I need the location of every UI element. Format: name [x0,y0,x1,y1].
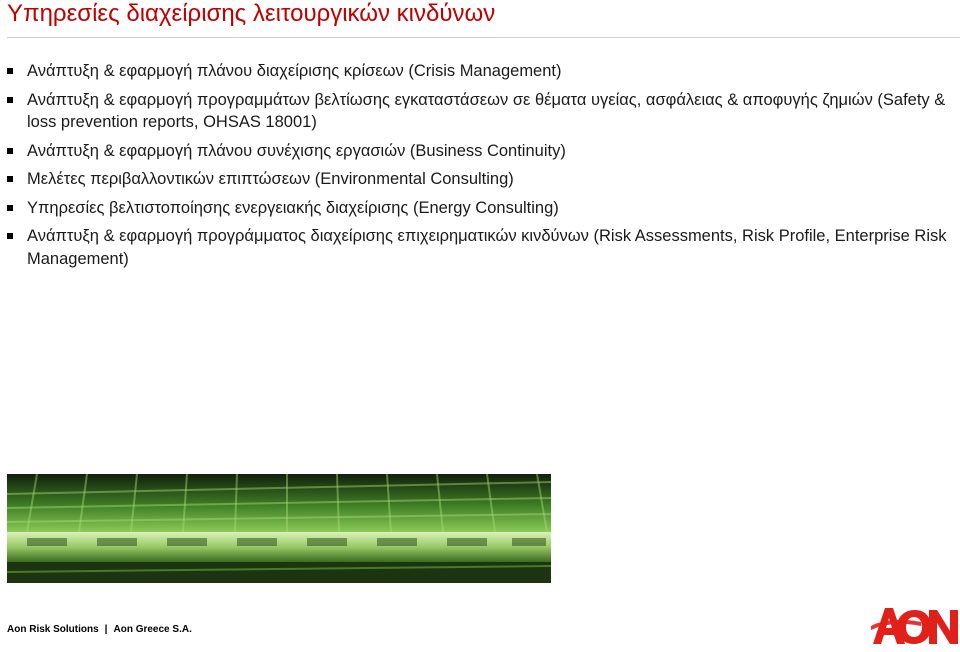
bullet-item: Μελέτες περιβαλλοντικών επιπτώσεων (Environmental Consulting) [7,168,952,191]
footer-subsidiary: Aon Greece S.A. [113,624,192,635]
bullet-item: Ανάπτυξη & εφαρμογή προγράμματος διαχείρισης επιχειρηματικών κινδύνων (Risk Assessments, Risk Profile, Enterprise Risk Management) [7,225,952,270]
bullet-list [7,60,952,276]
title-divider [7,37,960,38]
bullet-square-icon [7,176,13,182]
aon-logo [871,604,960,647]
bullet-square-icon [7,97,13,103]
footer-separator: | [104,624,108,635]
bullet-square-icon [7,148,13,154]
footer-credits [7,624,192,635]
bullet-square-icon [7,205,13,211]
bullet-item: Ανάπτυξη & εφαρμογή πλάνου διαχείρισης κρίσεων (Crisis Management) [7,60,952,83]
bullet-item: Ανάπτυξη & εφαρμογή προγραμμάτων βελτίωσης εγκαταστάσεων σε θέματα υγείας, ασφάλειας & αποφυγής ζημιών (Safety & loss prevention reports, OHSAS 18001) [7,89,952,134]
bullet-item: Ανάπτυξη & εφαρμογή πλάνου συνέχισης εργασιών (Business Continuity) [7,140,952,163]
footer-company: Aon Risk Solutions [7,624,99,635]
metro-station-photo [7,474,551,583]
bullet-item: Υπηρεσίες βελτιστοποίησης ενεργειακής διαχείρισης (Energy Consulting) [7,197,952,220]
bullet-square-icon [7,68,13,74]
bullet-square-icon [7,233,13,239]
page-title: Υπηρεσίες διαχείρισης λειτουργικών κινδύνων [7,0,496,27]
